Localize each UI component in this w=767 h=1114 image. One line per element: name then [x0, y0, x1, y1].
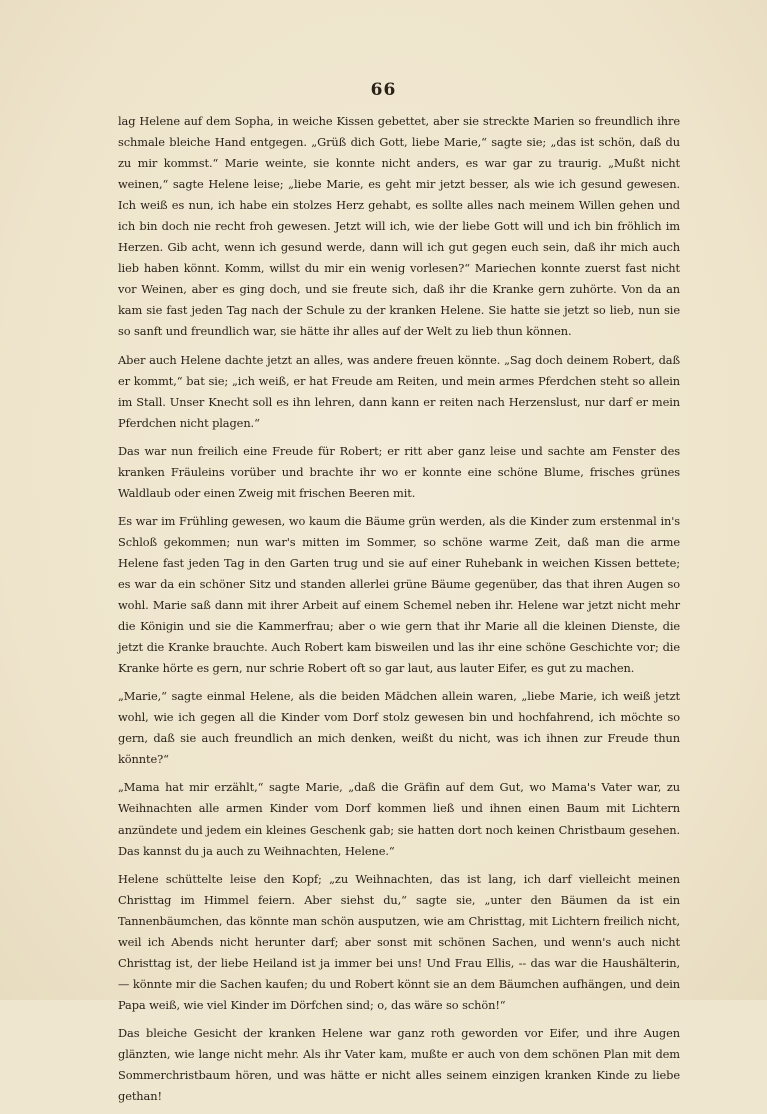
paragraph-7: Helene schüttelte leise den Kopf; „zu Weihnachten, das ist lang, ich darf vielleicht meinen Christtag im Himmel feiern. Aber siehst du,“ sagte sie, „unter den Bäumen da ist ein Tannenbäumchen, das könnte man schön ausputzen, wie am Christtag, mit Lichtern freilich nicht, weil ich Abends nicht herunter darf; aber sonst mit schönen Sachen, und wenn's auch nicht Christtag ist, der liebe Heiland ist ja immer bei uns! Und Frau Ellis, -- das war die Haushälterin, — könnte mir die Sachen kaufen; du und Robert könnt sie an dem Bäumchen aufhängen, und dein Papa weiß, wie viel Kinder im Dörfchen sind; o, das wäre so schön!“: [118, 871, 680, 1012]
paragraph-6: „Mama hat mir erzählt,“ sagte Marie, „daß die Gräfin auf dem Gut, wo Mama's Vater war, zu Weihnachten alle armen Kinder vom Dorf kommen ließ und ihnen einen Baum mit Lichtern anzündete und jedem ein kleines Geschenk gab; sie hatten dort noch keinen Christbaum gesehen. Das kannst du ja auch zu Weihnachten, Helene.“: [118, 780, 680, 858]
body-text: [118, 111, 680, 1114]
paragraph-8: Das bleiche Gesicht der kranken Helene war ganz roth geworden vor Eifer, und ihre Augen glänzten, wie lange nicht mehr. Als ihr Vater kam, mußte er auch von dem schönen Plan mit dem Sommerchristbaum hören, und was hätte er nicht alles seinem einzigen kranken Kinde zu liebe gethan!: [118, 1025, 680, 1104]
paragraph-2: Aber auch Helene dachte jetzt an alles, was andere freuen könnte. „Sag doch deinem Robert, daß er kommt,“ bat sie; „ich weiß, er hat Freude am Reiten, und mein armes Pferdchen steht so allein im Stall. Unser Knecht soll es ihn lehren, dann kann er reiten nach Herzenslust, nur darf er mein Pferdchen nicht plagen.“: [118, 352, 680, 430]
paragraph-5: „Marie,“ sagte einmal Helene, als die beiden Mädchen allein waren, „liebe Marie, ich weiß jetzt wohl, wie ich gegen all die Kinder vom Dorf stolz gewesen bin und hochfahrend, ich möchte so gern, daß sie auch freundlich an mich denken, weißt du nicht, was ich ihnen zur Freude thun könnte?“: [118, 689, 680, 767]
page-number: 66: [370, 80, 397, 100]
paragraph-3: Das war nun freilich eine Freude für Robert; er ritt aber ganz leise und sachte am Fenster des kranken Fräuleins vorüber und brachte ihr wo er konnte eine schöne Blume, frisches grünes Waldlaub oder einen Zweig mit frischen Beeren mit.: [118, 443, 680, 500]
paragraph-4: Es war im Frühling gewesen, wo kaum die Bäume grün werden, als die Kinder zum erstenmal in's Schloß gekommen; nun war's mitten im Sommer, so schöne warme Zeit, daß man die arme Helene fast jeden Tag in den Garten trug und sie auf einer Ruhebank in weichen Kissen bettete; es war da ein schöner Sitz und standen allerlei grüne Bäume gegenüber, das that ihren Augen so wohl. Marie saß dann mit ihrer Arbeit auf einem Schemel neben ihr. Helene war jetzt nicht mehr die Königin und sie die Kammerfrau; aber o wie gern that ihr Marie all die kleinen Dienste, die jetzt die Kranke brauchte. Auch Robert kam bisweilen und las ihr eine schöne Geschichte vor; die Kranke hörte es gern, nur schrie Robert oft so gar laut, aus lauter Eifer, es gut zu machen.: [118, 513, 680, 676]
paragraph-1: lag Helene auf dem Sopha, in weiche Kissen gebettet, aber sie streckte Marien so freundlich ihre schmale bleiche Hand entgegen. „Grüß dich Gott, liebe Marie,“ sagte sie; „das ist schön, daß du zu mir kommst.“ Marie weinte, sie konnte nicht anders, es war gar zu traurig. „Mußt nicht weinen,“ sagte Helene leise; „liebe Marie, es geht mir jetzt besser, als wie ich gesund gewesen. Ich weiß es nun, ich habe ein stolzes Herz gehabt, es sollte alles nach meinem Willen gehen und ich bin doch nie recht froh gewesen. Jetzt will ich, wie der liebe Gott will und ich bin fröhlich im Herzen. Gib acht, wenn ich gesund werde, dann will ich gut gegen euch sein, daß ihr mich auch lieb haben könnt. Komm, willst du mir ein wenig vorlesen?“ Mariechen konnte zuerst fast nicht vor Weinen, aber es ging doch, und sie freute sich, daß ihr die Kranke gern zuhörte. Von da an kam sie fast jeden Tag nach der Schule zu der kranken Helene. Sie hatte sie jetzt so lieb, nun sie so sanft und freundlich war, sie hätte ihr alles auf der Welt zu lieb thun können.: [118, 114, 680, 339]
